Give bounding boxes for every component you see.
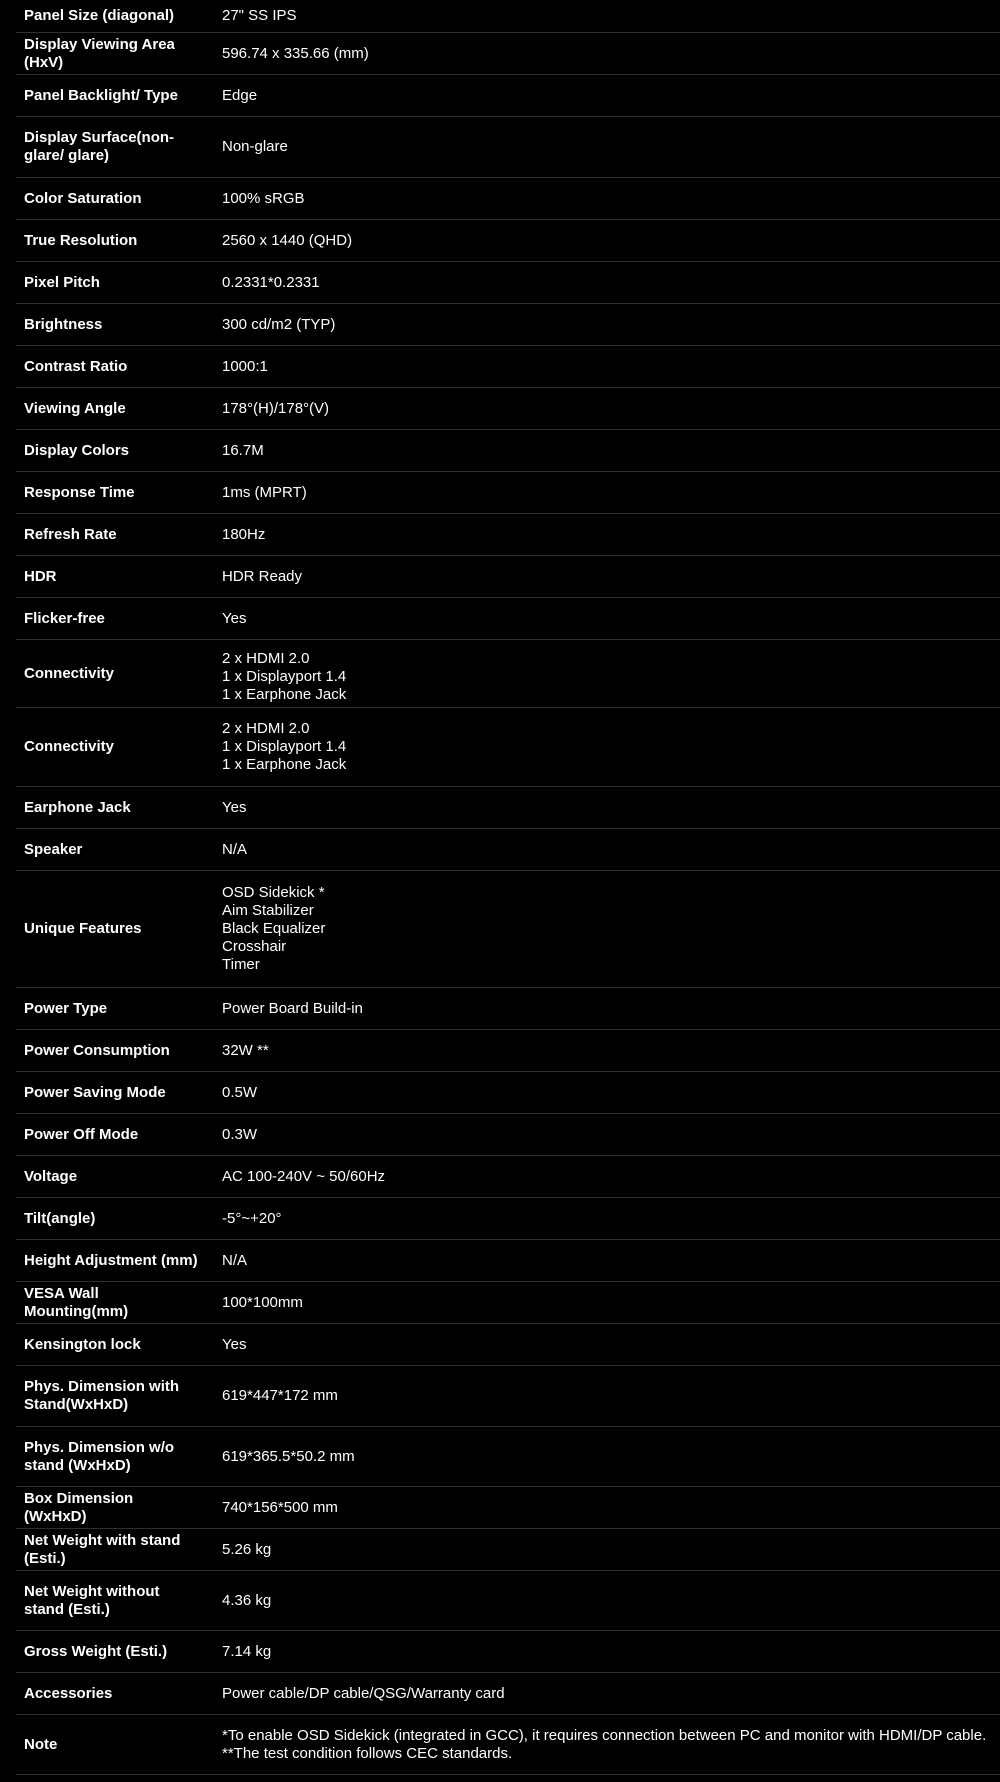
spec-label: HDR xyxy=(24,567,57,585)
spec-value: 27" SS IPS xyxy=(222,7,297,24)
spec-label: Refresh Rate xyxy=(24,525,117,543)
spec-row xyxy=(16,1282,1000,1324)
spec-value: 740*156*500 mm xyxy=(222,1498,338,1516)
spec-label: Kensington lock xyxy=(24,1335,141,1353)
spec-value: Edge xyxy=(222,86,258,104)
spec-value: 619*365.5*50.2 mm xyxy=(222,1447,355,1465)
spec-label: Phys. Dimension w/o stand (WxHxD) xyxy=(24,1438,175,1474)
spec-row xyxy=(16,1529,1000,1571)
spec-row xyxy=(16,33,1000,75)
spec-value: 0.5W xyxy=(222,1083,258,1101)
spec-label: Accessories xyxy=(24,1684,113,1702)
spec-table xyxy=(16,0,1000,1775)
spec-row xyxy=(16,346,1000,388)
spec-row xyxy=(16,304,1000,346)
spec-row xyxy=(16,1427,1000,1487)
spec-label: Display Viewing Area (HxV) xyxy=(24,35,175,71)
spec-row xyxy=(16,1631,1000,1673)
spec-row xyxy=(16,708,1000,787)
spec-row xyxy=(16,640,1000,708)
spec-value: 16.7M xyxy=(222,441,264,459)
spec-value: N/A xyxy=(222,840,248,858)
spec-row xyxy=(16,220,1000,262)
spec-row xyxy=(16,262,1000,304)
spec-label: True Resolution xyxy=(24,231,138,249)
spec-label: Height Adjustment (mm) xyxy=(24,1251,198,1269)
spec-value: 7.14 kg xyxy=(222,1642,272,1660)
spec-row xyxy=(16,1324,1000,1366)
spec-value: 32W ** xyxy=(222,1041,269,1059)
spec-value: Yes xyxy=(222,1335,247,1353)
spec-value: Non-glare xyxy=(222,138,288,155)
spec-label: Phys. Dimension with Stand(WxHxD) xyxy=(24,1378,180,1413)
spec-value: 100*100mm xyxy=(222,1293,303,1311)
spec-row xyxy=(16,829,1000,871)
spec-row xyxy=(16,472,1000,514)
spec-row xyxy=(16,787,1000,829)
spec-label: Response Time xyxy=(24,483,135,501)
spec-label: Net Weight with stand (Esti.) xyxy=(24,1531,181,1567)
spec-label: Net Weight without stand (Esti.) xyxy=(24,1582,160,1618)
spec-value: -5°~+20° xyxy=(222,1209,282,1227)
spec-label: Voltage xyxy=(24,1167,78,1185)
spec-row xyxy=(16,514,1000,556)
spec-value: HDR Ready xyxy=(222,567,303,585)
spec-row xyxy=(16,1114,1000,1156)
spec-label: Note xyxy=(24,1735,58,1753)
spec-label: Unique Features xyxy=(24,920,142,937)
spec-value: 2 x HDMI 2.0 1 x Displayport 1.4 1 x Earphone Jack xyxy=(222,650,347,703)
spec-label: Contrast Ratio xyxy=(24,357,128,375)
spec-value: 4.36 kg xyxy=(222,1591,272,1609)
spec-row xyxy=(16,1072,1000,1114)
spec-label: Brightness xyxy=(24,315,103,333)
spec-label: Power Consumption xyxy=(24,1041,170,1059)
spec-value: 596.74 x 335.66 (mm) xyxy=(222,44,369,62)
spec-value: 0.2331*0.2331 xyxy=(222,273,320,291)
spec-row xyxy=(16,1156,1000,1198)
spec-row xyxy=(16,0,1000,33)
spec-row xyxy=(16,556,1000,598)
spec-label: Panel Size (diagonal) xyxy=(24,7,175,24)
spec-row xyxy=(16,871,1000,988)
spec-row xyxy=(16,1240,1000,1282)
spec-value: AC 100-240V ~ 50/60Hz xyxy=(222,1167,386,1185)
spec-value: OSD Sidekick * Aim Stabilizer Black Equalizer Crosshair Timer xyxy=(222,884,326,973)
spec-label: Viewing Angle xyxy=(24,399,126,417)
spec-label: Power Type xyxy=(24,999,108,1017)
spec-label: Box Dimension (WxHxD) xyxy=(24,1489,134,1525)
spec-label: VESA Wall Mounting(mm) xyxy=(24,1284,129,1320)
spec-row xyxy=(16,178,1000,220)
spec-label: Panel Backlight/ Type xyxy=(24,86,178,104)
spec-label: Flicker-free xyxy=(24,609,105,627)
spec-value: 1000:1 xyxy=(222,357,268,375)
spec-row xyxy=(16,430,1000,472)
spec-label: Tilt(angle) xyxy=(24,1209,96,1227)
spec-value: Yes xyxy=(222,798,247,816)
spec-value: 619*447*172 mm xyxy=(222,1387,338,1404)
spec-label: Display Colors xyxy=(24,441,130,459)
spec-value: 300 cd/m2 (TYP) xyxy=(222,315,336,333)
spec-row xyxy=(16,1673,1000,1715)
spec-value: 1ms (MPRT) xyxy=(222,483,307,501)
spec-row xyxy=(16,117,1000,178)
spec-row xyxy=(16,75,1000,117)
spec-value: Power Board Build-in xyxy=(222,999,363,1017)
spec-value: 2 x HDMI 2.0 1 x Displayport 1.4 1 x Earphone Jack xyxy=(222,720,347,773)
spec-value: *To enable OSD Sidekick (integrated in GCC), it requires connection between PC and monitor with HDMI/DP cable. **The test condition follows CEC standards. xyxy=(222,1726,987,1762)
spec-value: 100% sRGB xyxy=(222,189,305,207)
spec-label: Earphone Jack xyxy=(24,798,131,816)
spec-label: Pixel Pitch xyxy=(24,273,100,291)
spec-value: N/A xyxy=(222,1251,248,1269)
spec-label: Power Saving Mode xyxy=(24,1083,166,1101)
spec-value: Power cable/DP cable/QSG/Warranty card xyxy=(222,1684,505,1702)
spec-row xyxy=(16,388,1000,430)
spec-value: 0.3W xyxy=(222,1125,258,1143)
spec-label: Connectivity xyxy=(24,664,115,682)
spec-row xyxy=(16,1030,1000,1072)
spec-label: Connectivity xyxy=(24,738,115,755)
spec-value: 178°(H)/178°(V) xyxy=(222,399,330,417)
spec-label: Color Saturation xyxy=(24,189,142,207)
spec-row xyxy=(16,1198,1000,1240)
spec-row xyxy=(16,598,1000,640)
spec-label: Display Surface(non-glare/ glare) xyxy=(24,129,175,164)
spec-value: 5.26 kg xyxy=(222,1540,272,1558)
spec-label: Speaker xyxy=(24,840,83,858)
spec-label: Power Off Mode xyxy=(24,1125,139,1143)
spec-value: Yes xyxy=(222,609,247,627)
spec-value: 180Hz xyxy=(222,525,266,543)
spec-value: 2560 x 1440 (QHD) xyxy=(222,231,353,249)
spec-label: Gross Weight (Esti.) xyxy=(24,1642,168,1660)
spec-row xyxy=(16,1366,1000,1427)
spec-row xyxy=(16,1487,1000,1529)
spec-row xyxy=(16,988,1000,1030)
spec-row xyxy=(16,1571,1000,1631)
spec-row xyxy=(16,1715,1000,1775)
